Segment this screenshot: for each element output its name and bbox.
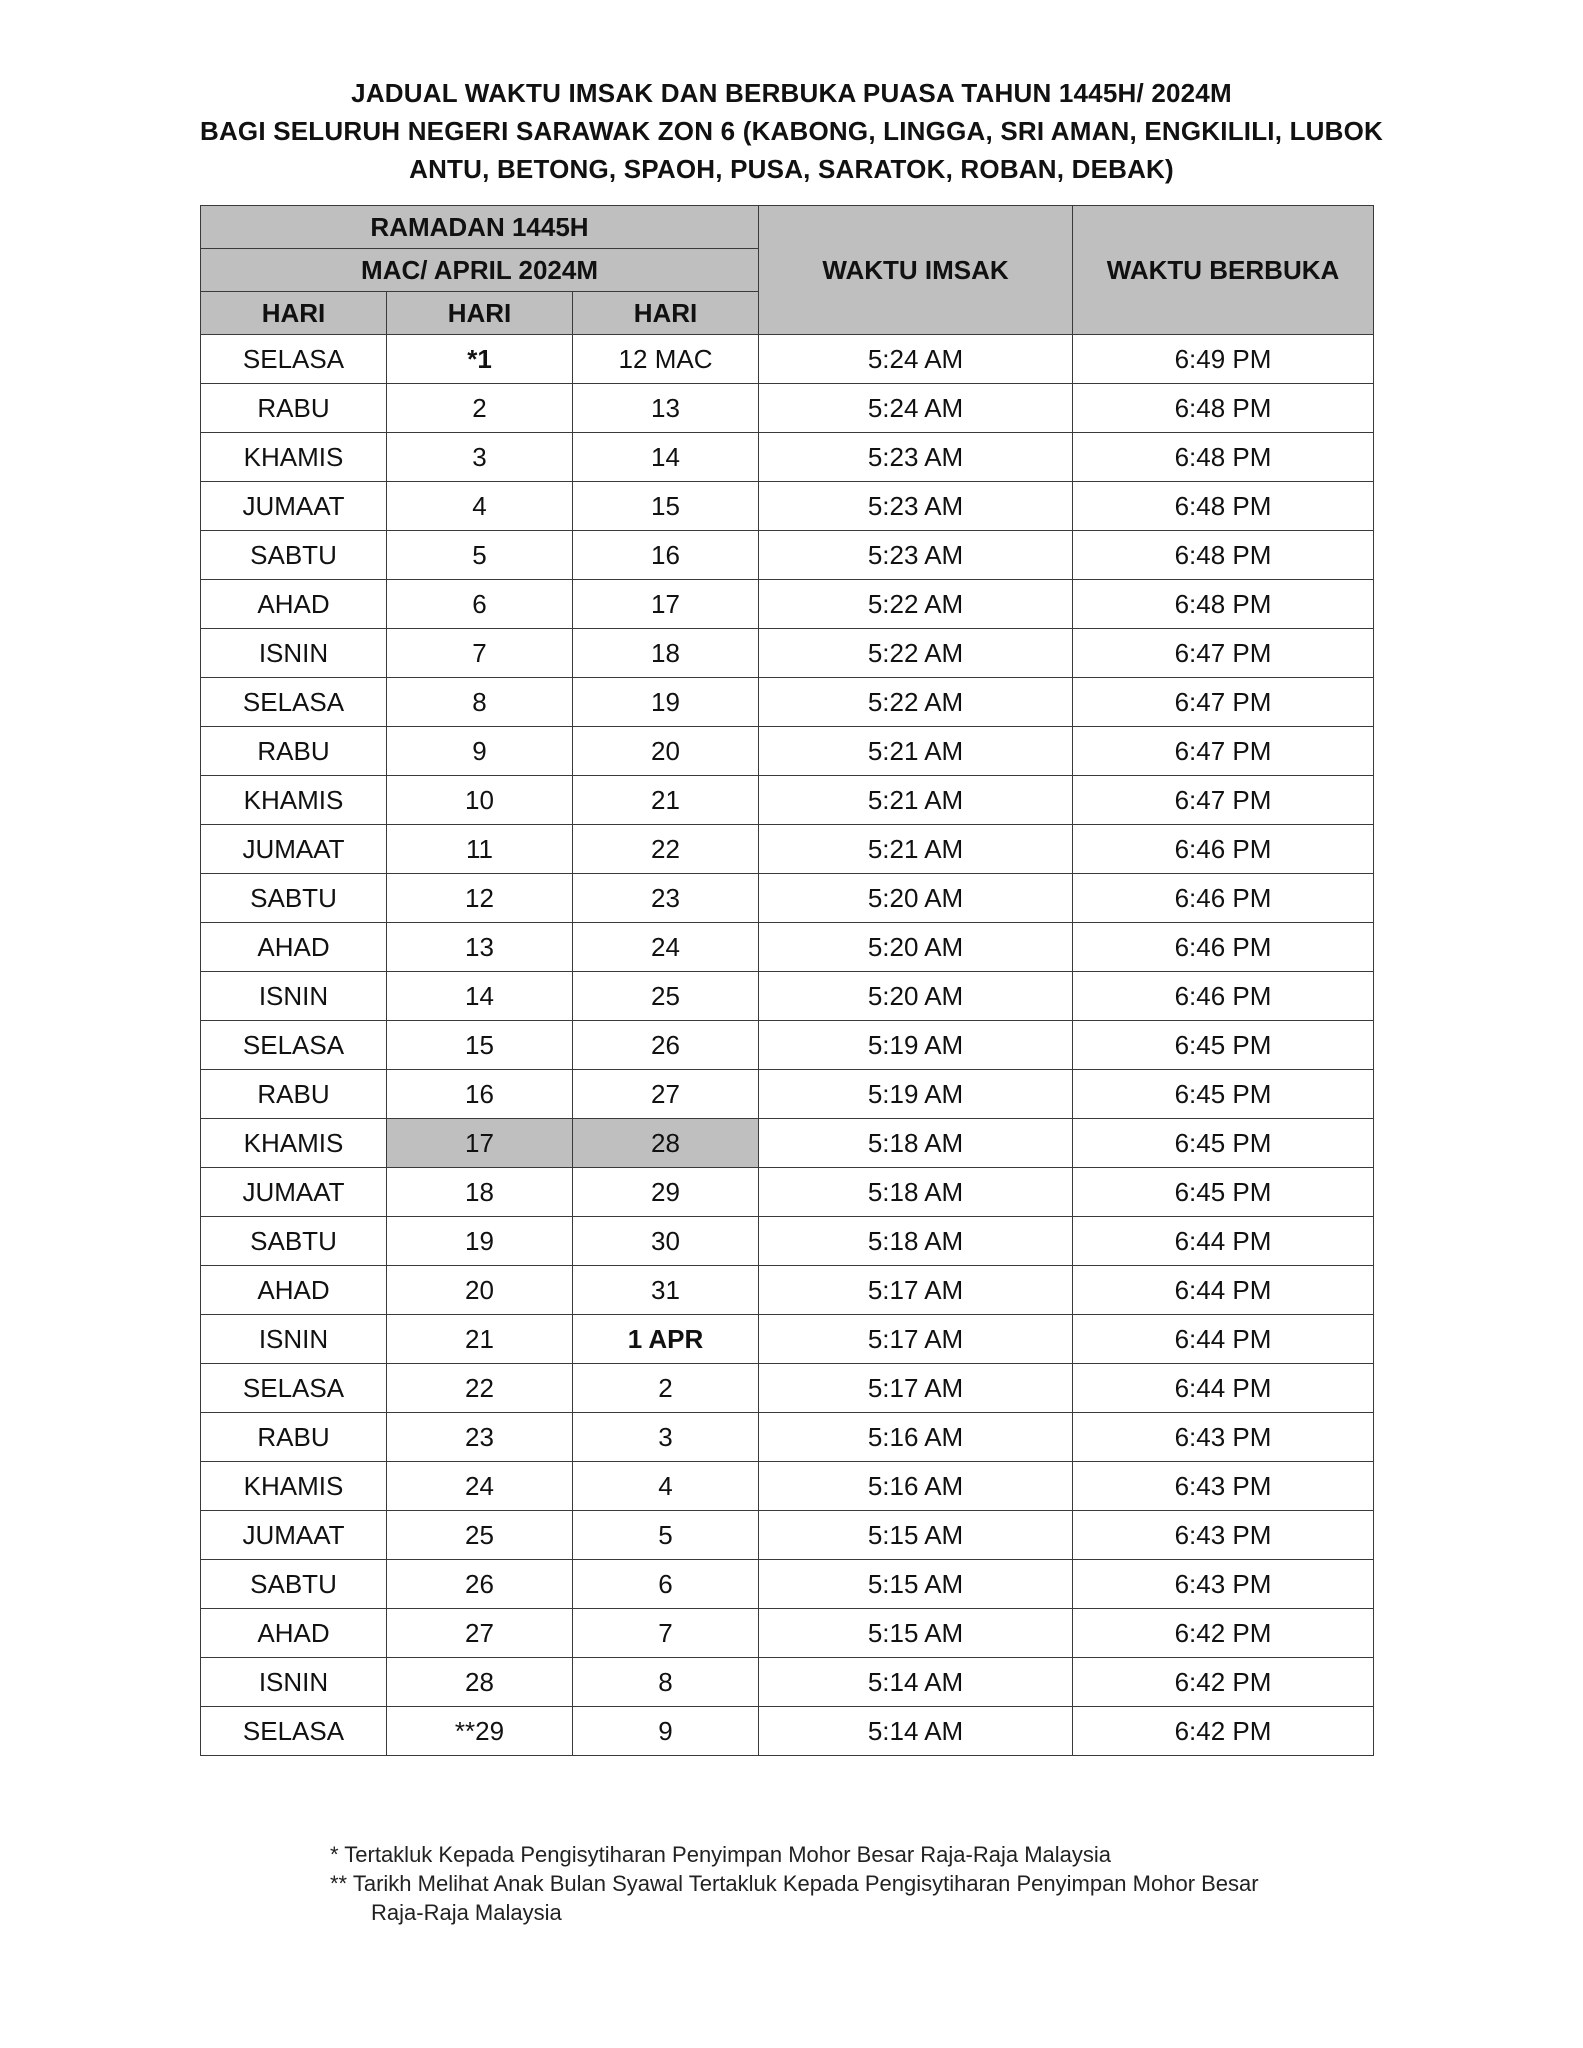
table-row xyxy=(201,1609,1374,1658)
date-cell: 22 xyxy=(573,825,759,874)
berbuka-time-cell: 6:47 PM xyxy=(1073,727,1374,776)
date-cell: 19 xyxy=(573,678,759,727)
berbuka-time-cell: 6:47 PM xyxy=(1073,678,1374,727)
imsak-time-cell: 5:21 AM xyxy=(759,727,1073,776)
table-row xyxy=(201,482,1374,531)
day-cell: SABTU xyxy=(201,874,387,923)
schedule-table xyxy=(200,205,1374,1756)
day-cell: KHAMIS xyxy=(201,776,387,825)
date-cell: 30 xyxy=(573,1217,759,1266)
date-cell: 23 xyxy=(573,874,759,923)
ramadan-day-cell: 28 xyxy=(387,1658,573,1707)
day-cell: SABTU xyxy=(201,531,387,580)
table-row xyxy=(201,629,1374,678)
table-row xyxy=(201,1511,1374,1560)
table-row xyxy=(201,1658,1374,1707)
berbuka-time-cell: 6:45 PM xyxy=(1073,1070,1374,1119)
berbuka-time-cell: 6:48 PM xyxy=(1073,384,1374,433)
berbuka-time-cell: 6:44 PM xyxy=(1073,1315,1374,1364)
berbuka-time-cell: 6:48 PM xyxy=(1073,433,1374,482)
day-cell: SELASA xyxy=(201,1707,387,1756)
berbuka-time-cell: 6:44 PM xyxy=(1073,1364,1374,1413)
imsak-time-cell: 5:23 AM xyxy=(759,433,1073,482)
table-row xyxy=(201,1462,1374,1511)
table-row xyxy=(201,1413,1374,1462)
ramadan-day-cell: 2 xyxy=(387,384,573,433)
day-cell: ISNIN xyxy=(201,1315,387,1364)
ramadan-day-cell: 23 xyxy=(387,1413,573,1462)
day-cell: ISNIN xyxy=(201,1658,387,1707)
imsak-time-cell: 5:16 AM xyxy=(759,1413,1073,1462)
table-row xyxy=(201,433,1374,482)
imsak-time-cell: 5:16 AM xyxy=(759,1462,1073,1511)
title-line-2: BAGI SELURUH NEGERI SARAWAK ZON 6 (KABONG, LINGGA, SRI AMAN, ENGKILILI, LUBOK xyxy=(199,116,1383,146)
day-cell: RABU xyxy=(201,1413,387,1462)
date-cell: 25 xyxy=(573,972,759,1021)
date-cell: 31 xyxy=(573,1266,759,1315)
date-cell: 27 xyxy=(573,1070,759,1119)
ramadan-day-cell: 19 xyxy=(387,1217,573,1266)
day-cell: JUMAAT xyxy=(201,482,387,531)
ramadan-day-cell: 12 xyxy=(387,874,573,923)
header-hari-day: HARI xyxy=(201,292,387,335)
header-hari-ramadan: HARI xyxy=(387,292,573,335)
table-row xyxy=(201,678,1374,727)
imsak-time-cell: 5:24 AM xyxy=(759,384,1073,433)
date-cell: 6 xyxy=(573,1560,759,1609)
ramadan-day-cell: 14 xyxy=(387,972,573,1021)
schedule-body xyxy=(201,335,1374,1756)
header-ramadan: RAMADAN 1445H xyxy=(201,206,759,249)
imsak-time-cell: 5:21 AM xyxy=(759,776,1073,825)
table-row xyxy=(201,972,1374,1021)
imsak-time-cell: 5:14 AM xyxy=(759,1707,1073,1756)
title-line-1: JADUAL WAKTU IMSAK DAN BERBUKA PUASA TAHUN 1445H/ 2024M xyxy=(351,78,1232,108)
imsak-time-cell: 5:19 AM xyxy=(759,1070,1073,1119)
imsak-time-cell: 5:17 AM xyxy=(759,1266,1073,1315)
berbuka-time-cell: 6:45 PM xyxy=(1073,1021,1374,1070)
ramadan-day-cell: 3 xyxy=(387,433,573,482)
berbuka-time-cell: 6:42 PM xyxy=(1073,1609,1374,1658)
imsak-time-cell: 5:22 AM xyxy=(759,629,1073,678)
berbuka-time-cell: 6:49 PM xyxy=(1073,335,1374,384)
date-cell: 5 xyxy=(573,1511,759,1560)
date-cell: 13 xyxy=(573,384,759,433)
imsak-time-cell: 5:15 AM xyxy=(759,1560,1073,1609)
imsak-time-cell: 5:20 AM xyxy=(759,874,1073,923)
day-cell: KHAMIS xyxy=(201,433,387,482)
table-row xyxy=(201,1168,1374,1217)
ramadan-day-cell: 21 xyxy=(387,1315,573,1364)
imsak-time-cell: 5:20 AM xyxy=(759,972,1073,1021)
day-cell: JUMAAT xyxy=(201,1168,387,1217)
ramadan-day-cell: 17 xyxy=(387,1119,573,1168)
berbuka-time-cell: 6:43 PM xyxy=(1073,1462,1374,1511)
day-cell: AHAD xyxy=(201,1266,387,1315)
table-row xyxy=(201,1315,1374,1364)
ramadan-day-cell: 25 xyxy=(387,1511,573,1560)
table-row xyxy=(201,1266,1374,1315)
date-cell: 28 xyxy=(573,1119,759,1168)
table-row xyxy=(201,776,1374,825)
date-cell: 7 xyxy=(573,1609,759,1658)
imsak-time-cell: 5:20 AM xyxy=(759,923,1073,972)
footnote-2: ** Tarikh Melihat Anak Bulan Syawal Tertakluk Kepada Pengisytiharan Penyimpan Mohor Besar xyxy=(330,1871,1259,1896)
day-cell: AHAD xyxy=(201,923,387,972)
berbuka-time-cell: 6:46 PM xyxy=(1073,825,1374,874)
table-row xyxy=(201,874,1374,923)
berbuka-time-cell: 6:43 PM xyxy=(1073,1413,1374,1462)
ramadan-day-cell: 20 xyxy=(387,1266,573,1315)
date-cell: 26 xyxy=(573,1021,759,1070)
imsak-time-cell: 5:14 AM xyxy=(759,1658,1073,1707)
ramadan-day-cell: 24 xyxy=(387,1462,573,1511)
title-line-3: ANTU, BETONG, SPAOH, PUSA, SARATOK, ROBAN, DEBAK) xyxy=(409,154,1174,184)
date-cell: 8 xyxy=(573,1658,759,1707)
day-cell: ISNIN xyxy=(201,629,387,678)
header-month: MAC/ APRIL 2024M xyxy=(201,249,759,292)
day-cell: SELASA xyxy=(201,678,387,727)
berbuka-time-cell: 6:44 PM xyxy=(1073,1266,1374,1315)
table-row xyxy=(201,1070,1374,1119)
ramadan-day-cell: 10 xyxy=(387,776,573,825)
berbuka-time-cell: 6:47 PM xyxy=(1073,776,1374,825)
ramadan-day-cell: *1 xyxy=(387,335,573,384)
berbuka-time-cell: 6:44 PM xyxy=(1073,1217,1374,1266)
berbuka-time-cell: 6:48 PM xyxy=(1073,482,1374,531)
ramadan-day-cell: **29 xyxy=(387,1707,573,1756)
imsak-time-cell: 5:18 AM xyxy=(759,1119,1073,1168)
day-cell: SABTU xyxy=(201,1217,387,1266)
imsak-time-cell: 5:15 AM xyxy=(759,1609,1073,1658)
header-hari-date: HARI xyxy=(573,292,759,335)
day-cell: KHAMIS xyxy=(201,1462,387,1511)
date-cell: 12 MAC xyxy=(573,335,759,384)
table-row xyxy=(201,727,1374,776)
berbuka-time-cell: 6:42 PM xyxy=(1073,1707,1374,1756)
ramadan-day-cell: 8 xyxy=(387,678,573,727)
date-cell: 9 xyxy=(573,1707,759,1756)
ramadan-day-cell: 15 xyxy=(387,1021,573,1070)
date-cell: 29 xyxy=(573,1168,759,1217)
ramadan-day-cell: 22 xyxy=(387,1364,573,1413)
day-cell: RABU xyxy=(201,384,387,433)
table-row xyxy=(201,825,1374,874)
day-cell: AHAD xyxy=(201,580,387,629)
table-row xyxy=(201,923,1374,972)
table-row xyxy=(201,1560,1374,1609)
imsak-time-cell: 5:24 AM xyxy=(759,335,1073,384)
day-cell: AHAD xyxy=(201,1609,387,1658)
ramadan-day-cell: 16 xyxy=(387,1070,573,1119)
imsak-time-cell: 5:17 AM xyxy=(759,1315,1073,1364)
imsak-time-cell: 5:19 AM xyxy=(759,1021,1073,1070)
date-cell: 18 xyxy=(573,629,759,678)
date-cell: 20 xyxy=(573,727,759,776)
berbuka-time-cell: 6:48 PM xyxy=(1073,531,1374,580)
day-cell: RABU xyxy=(201,727,387,776)
ramadan-day-cell: 5 xyxy=(387,531,573,580)
day-cell: RABU xyxy=(201,1070,387,1119)
header-waktu-imsak: WAKTU IMSAK xyxy=(759,206,1073,335)
date-cell: 1 APR xyxy=(573,1315,759,1364)
table-row xyxy=(201,384,1374,433)
table-row xyxy=(201,1707,1374,1756)
table-row xyxy=(201,531,1374,580)
day-cell: SELASA xyxy=(201,335,387,384)
berbuka-time-cell: 6:46 PM xyxy=(1073,972,1374,1021)
imsak-time-cell: 5:18 AM xyxy=(759,1217,1073,1266)
document-title xyxy=(150,74,1433,188)
ramadan-day-cell: 9 xyxy=(387,727,573,776)
footnote-1: * Tertakluk Kepada Pengisytiharan Penyimpan Mohor Besar Raja-Raja Malaysia xyxy=(330,1842,1111,1867)
berbuka-time-cell: 6:46 PM xyxy=(1073,923,1374,972)
table-row xyxy=(201,1217,1374,1266)
imsak-time-cell: 5:18 AM xyxy=(759,1168,1073,1217)
imsak-time-cell: 5:15 AM xyxy=(759,1511,1073,1560)
date-cell: 2 xyxy=(573,1364,759,1413)
ramadan-day-cell: 6 xyxy=(387,580,573,629)
date-cell: 24 xyxy=(573,923,759,972)
date-cell: 16 xyxy=(573,531,759,580)
ramadan-day-cell: 13 xyxy=(387,923,573,972)
berbuka-time-cell: 6:43 PM xyxy=(1073,1560,1374,1609)
imsak-time-cell: 5:21 AM xyxy=(759,825,1073,874)
day-cell: JUMAAT xyxy=(201,825,387,874)
imsak-time-cell: 5:22 AM xyxy=(759,678,1073,727)
date-cell: 4 xyxy=(573,1462,759,1511)
ramadan-day-cell: 4 xyxy=(387,482,573,531)
day-cell: KHAMIS xyxy=(201,1119,387,1168)
berbuka-time-cell: 6:48 PM xyxy=(1073,580,1374,629)
imsak-time-cell: 5:23 AM xyxy=(759,482,1073,531)
ramadan-day-cell: 11 xyxy=(387,825,573,874)
day-cell: SELASA xyxy=(201,1364,387,1413)
berbuka-time-cell: 6:47 PM xyxy=(1073,629,1374,678)
ramadan-day-cell: 7 xyxy=(387,629,573,678)
ramadan-day-cell: 26 xyxy=(387,1560,573,1609)
table-row xyxy=(201,1364,1374,1413)
date-cell: 17 xyxy=(573,580,759,629)
header-waktu-berbuka: WAKTU BERBUKA xyxy=(1073,206,1374,335)
table-row xyxy=(201,1021,1374,1070)
table-row xyxy=(201,580,1374,629)
day-cell: ISNIN xyxy=(201,972,387,1021)
ramadan-day-cell: 18 xyxy=(387,1168,573,1217)
date-cell: 15 xyxy=(573,482,759,531)
footnotes xyxy=(330,1840,1259,1927)
berbuka-time-cell: 6:46 PM xyxy=(1073,874,1374,923)
berbuka-time-cell: 6:45 PM xyxy=(1073,1168,1374,1217)
imsak-time-cell: 5:22 AM xyxy=(759,580,1073,629)
table-row xyxy=(201,1119,1374,1168)
table-row xyxy=(201,335,1374,384)
day-cell: SABTU xyxy=(201,1560,387,1609)
footnote-2-continued: Raja-Raja Malaysia xyxy=(371,1900,562,1925)
ramadan-day-cell: 27 xyxy=(387,1609,573,1658)
day-cell: JUMAAT xyxy=(201,1511,387,1560)
date-cell: 3 xyxy=(573,1413,759,1462)
imsak-time-cell: 5:23 AM xyxy=(759,531,1073,580)
berbuka-time-cell: 6:43 PM xyxy=(1073,1511,1374,1560)
berbuka-time-cell: 6:45 PM xyxy=(1073,1119,1374,1168)
imsak-time-cell: 5:17 AM xyxy=(759,1364,1073,1413)
day-cell: SELASA xyxy=(201,1021,387,1070)
date-cell: 21 xyxy=(573,776,759,825)
date-cell: 14 xyxy=(573,433,759,482)
berbuka-time-cell: 6:42 PM xyxy=(1073,1658,1374,1707)
